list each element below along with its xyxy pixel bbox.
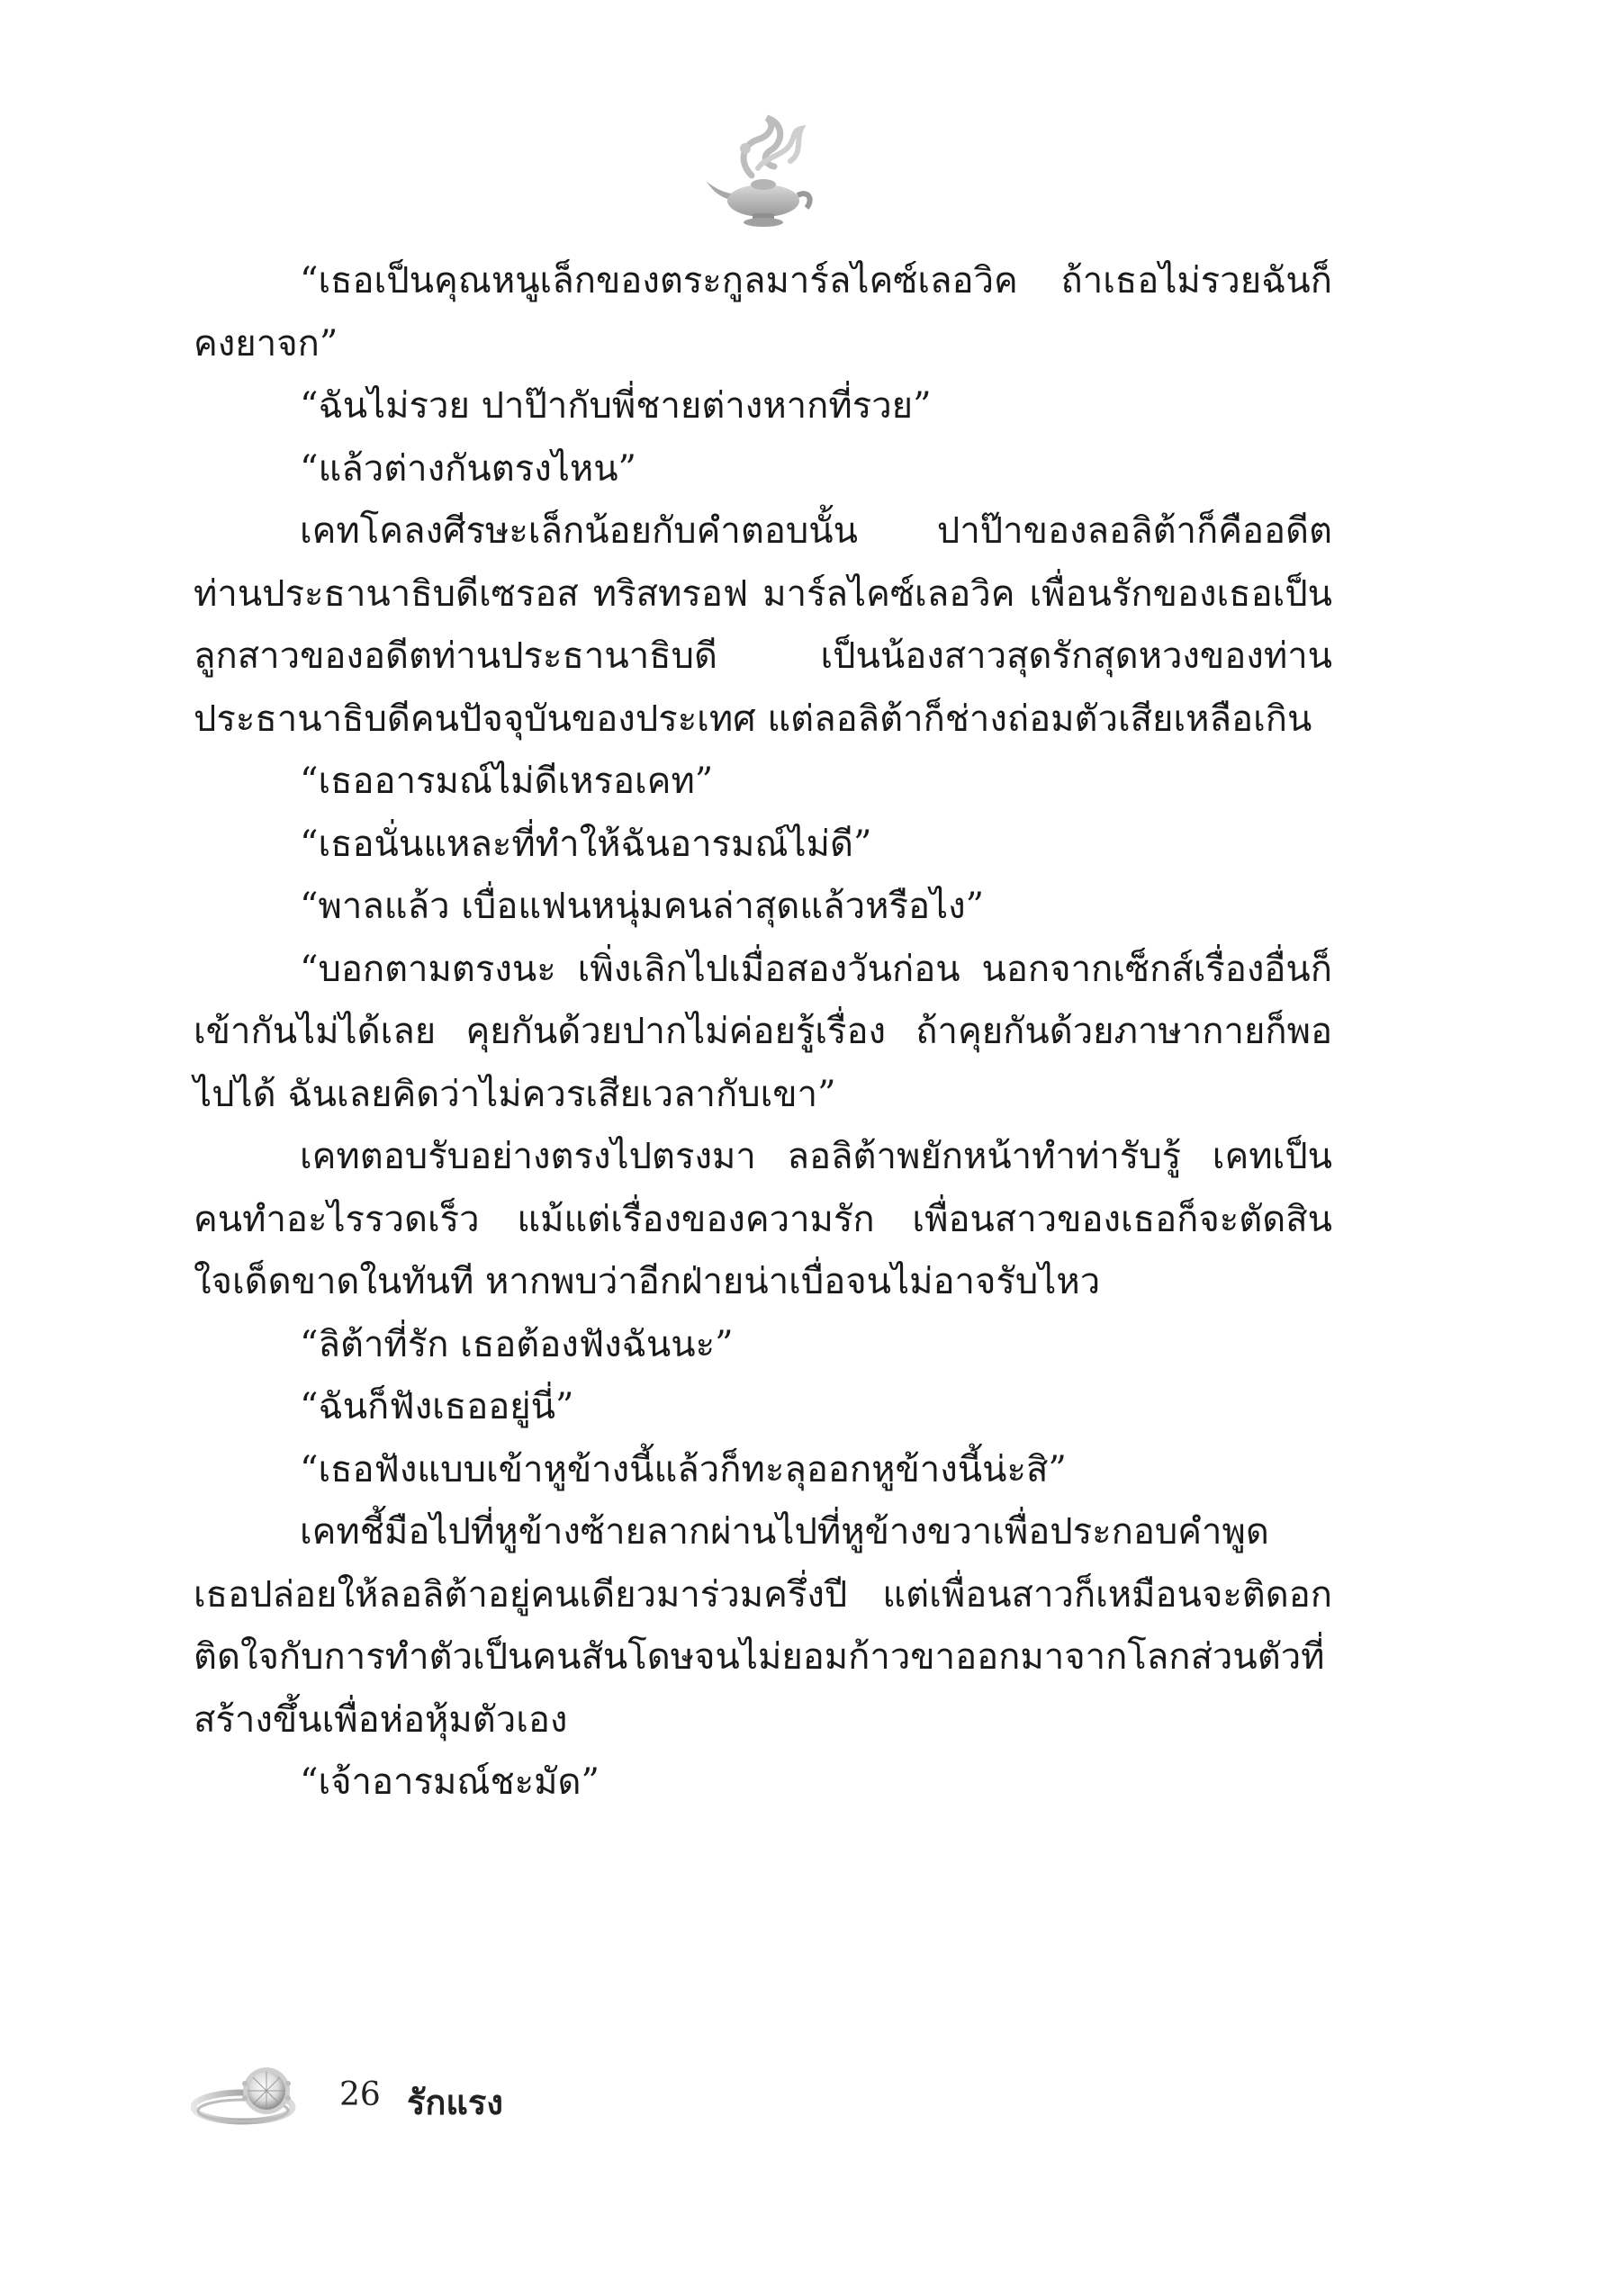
paragraph: “เธออารมณ์ไม่ดีเหรอเคท” [300,761,714,802]
paragraph: เคทโคลงศีรษะเล็กน้อยกับคำตอบนั้น ปาป๊าของลอลิต้าก็คืออดีตท่านประธานาธิบดีเซรอส ทริสทรอฟ มาร์ลไคซ์เลอวิค เพื่อนรักของเธอเป็นลูกสาวของอดีตท่านประธานาธิบดี เป็นน้องสาวสุดรักสุดหวงของท่านประธานาธิบดีคนปัจจุบันของประเทศ แต่ลอลิต้าก็ช่างถ่อมตัวเสียเหลือเกิน [194,510,1332,740]
diamond-ring-icon [191,2057,317,2138]
paragraph: “พาลแล้ว เบื่อแฟนหนุ่มคนล่าสุดแล้วหรือไง” [300,886,985,927]
paragraph: เคทชี้มือไปที่หูข้างซ้ายลากผ่านไปที่หูข้างขวาเพื่อประกอบคำพูด เธอปล่อยให้ลอลิต้าอยู่คนเดียวมาร่วมครึ่งปี แต่เพื่อนสาวก็เหมือนจะติดอกติดใจกับการทำตัวเป็นคนสันโดษจนไม่ยอมก้าวขาออกมาจากโลกส่วนตัวที่สร้างขึ้นเพื่อห่อหุ้มตัวเอง [194,1511,1332,1741]
book-title: รักแรง [407,2083,503,2122]
paragraph: “ฉันไม่รวย ปาป๊ากับพี่ชายต่างหากที่รวย” [300,385,932,427]
paragraph: “เธอนั่นแหละที่ทำให้ฉันอารมณ์ไม่ดี” [300,823,872,865]
paragraph: “เธอฟังแบบเข้าหูข้างนี้แล้วก็ทะลุออกหูข้างนี้น่ะสิ” [300,1448,1067,1490]
paragraph: “เจ้าอารมณ์ชะมัด” [300,1761,600,1803]
paragraph: “บอกตามตรงนะ เพิ่งเลิกไปเมื่อสองวันก่อน นอกจากเซ็กส์เรื่องอื่นก็เข้ากันไม่ได้เลย คุยกันด้วยปากไม่ค่อยรู้เรื่อง ถ้าคุยกันด้วยภาษากายก็พอไปได้ ฉันเลยคิดว่าไม่ควรเสียเวลากับเขา” [194,948,1332,1115]
paragraph: “ลิต้าที่รัก เธอต้องฟังฉันนะ” [300,1323,734,1365]
page-body [194,250,1332,1814]
paragraph: “เธอเป็นคุณหนูเล็กของตระกูลมาร์ลไคซ์เลอวิค ถ้าเธอไม่รวยฉันก็คงยาจก” [194,260,1332,365]
page-number: 26 [339,2076,381,2113]
paragraph: เคทตอบรับอย่างตรงไปตรงมา ลอลิต้าพยักหน้าทำท่ารับรู้ เคทเป็นคนทำอะไรรวดเร็ว แม้แต่เรื่องของความรัก เพื่อนสาวของเธอก็จะตัดสินใจเด็ดขาดในทันที หากพบว่าอีกฝ่ายน่าเบื่อจนไม่อาจรับไหว [194,1136,1332,1302]
page-footer [191,2057,731,2138]
paragraph: “ฉันก็ฟังเธออยู่นี่” [300,1386,574,1427]
paragraph: “แล้วต่างกันตรงไหน” [300,447,637,490]
genie-lamp-icon [702,113,824,234]
